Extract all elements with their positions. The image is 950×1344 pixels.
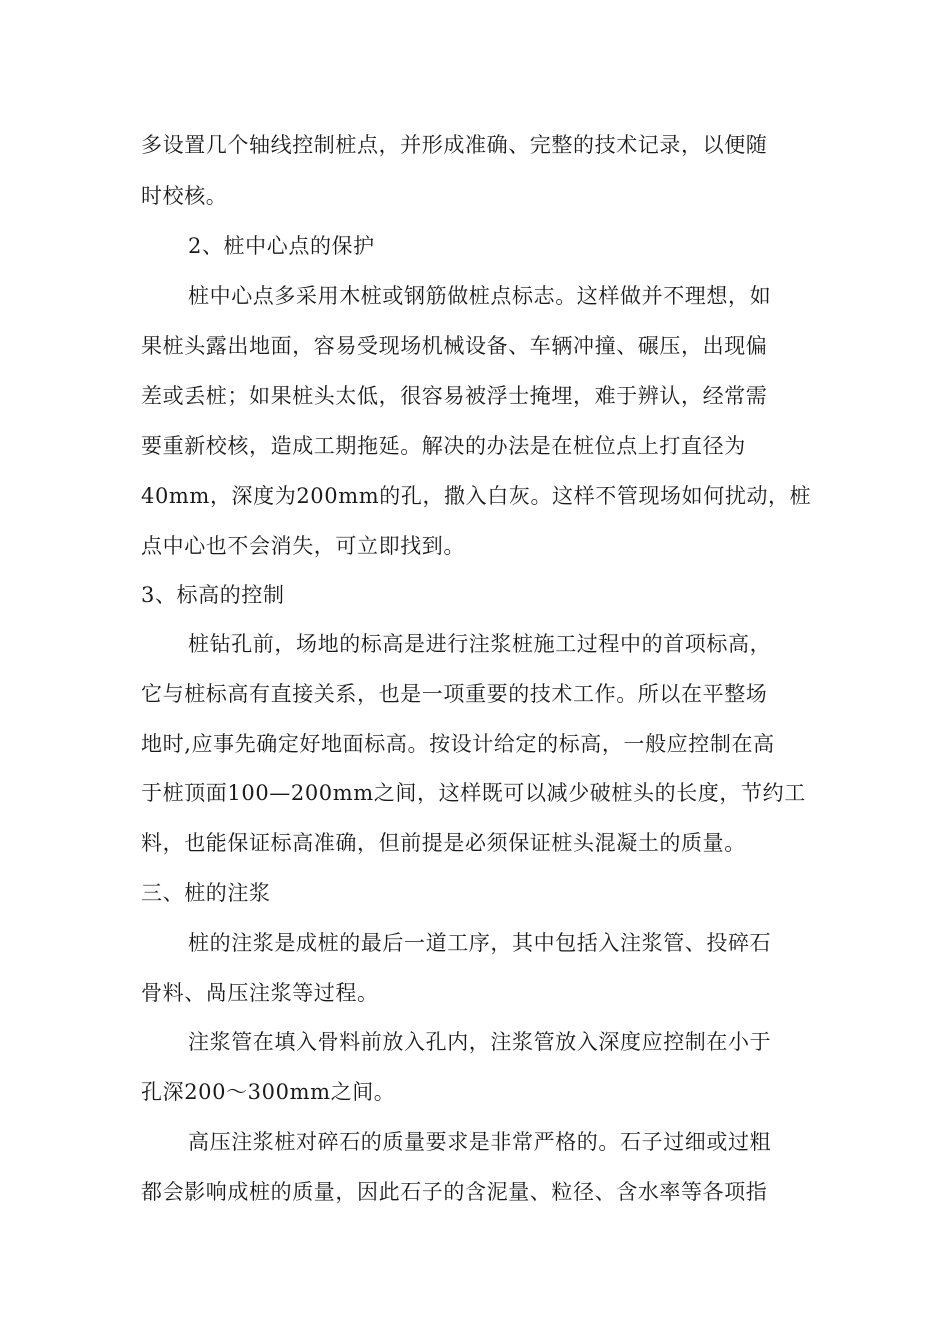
body-text-line: 高压注浆桩对碎石的质量要求是非常严格的。石子过细或过粗 xyxy=(188,1130,772,1154)
body-text-line: 注浆管在填入骨料前放入孔内，注浆管放入深度应控制在小于 xyxy=(188,1030,772,1054)
body-text-line: 差或丢桩；如果桩头太低，很容易被浮士掩埋，难于辨认，经常需 xyxy=(141,384,768,408)
body-text-line: 于桩顶面100—200mm之间，这样既可以减少破桩头的长度，节约工 xyxy=(141,781,806,805)
body-text-line: 40mm，深度为200mm的孔，撒入白灰。这样不管现场如何扰动，桩 xyxy=(141,484,812,508)
body-text-line: 它与桩标高有直接关系，也是一项重要的技术工作。所以在平整场 xyxy=(141,682,768,706)
body-text-line: 时校核。 xyxy=(141,184,228,208)
body-text-line: 地时,应事先确定好地面标高。按设计给定的标高，一般应控制在高 xyxy=(141,732,775,756)
section-heading: 2、桩中心点的保护 xyxy=(188,234,375,258)
body-text-line: 料，也能保证标高准确，但前提是必须保证桩头混凝土的质量。 xyxy=(141,831,746,855)
body-text-line: 要重新校核，造成工期拖延。解决的办法是在桩位点上打直径为 xyxy=(141,434,746,458)
body-text-line: 骨料、咼压注浆等过程。 xyxy=(141,981,379,1005)
body-text-line: 果桩头露出地面，容易受现场机械设备、车辆冲撞、碾压，出现偏 xyxy=(141,334,768,358)
body-text-line: 桩中心点多采用木桩或钢筋做桩点标志。这样做并不理想，如 xyxy=(188,284,772,308)
section-heading: 三、桩的注浆 xyxy=(141,881,271,905)
section-heading: 3、标高的控制 xyxy=(141,583,285,607)
body-text-line: 多设置几个轴线控制桩点，并形成准确、完整的技术记录，以便随 xyxy=(141,133,768,157)
body-text-line: 桩的注浆是成桩的最后一道工序，其中包括入注浆管、投碎石 xyxy=(188,931,772,955)
body-text-line: 桩钻孔前，场地的标高是进行注浆桩施工过程中的首项标高， xyxy=(188,632,772,656)
body-text-line: 孔深200〜300mm之间。 xyxy=(141,1080,396,1104)
body-text-line: 点中心也不会消失，可立即找到。 xyxy=(141,534,465,558)
body-text-line: 都会影响成桩的质量，因此石子的含泥量、粒径、含水率等各项指 xyxy=(141,1180,768,1204)
